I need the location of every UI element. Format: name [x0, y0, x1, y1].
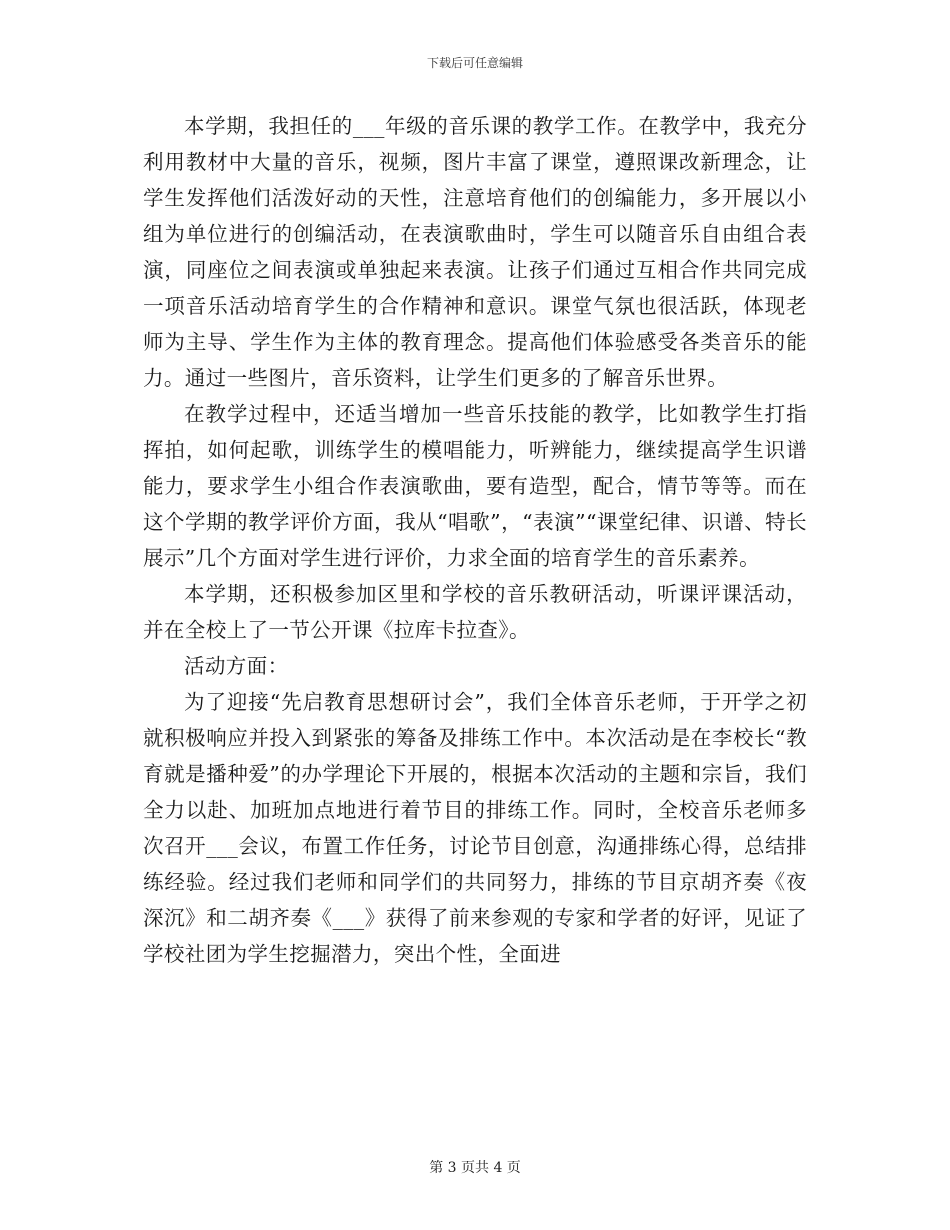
- paragraph-teaching-process: 在教学过程中，还适当增加一些音乐技能的教学，比如教学生打指挥拍，如何起歌，训练学生的模唱能力，听辨能力，继续提高学生识谱能力，要求学生小组合作表演歌曲，要有造型，配合，情节等等。而在这个学期的教学评价方面，我从“唱歌”，“表演”“课堂纪律、识谱、特长展示”几个方面对学生进行评价，力求全面的培育学生的音乐素养。: [143, 402, 807, 570]
- paragraph-teaching-research: 本学期，还积极参加区里和学校的音乐教研活动，听课评课活动，并在全校上了一节公开课《拉库卡拉查》。: [143, 582, 807, 642]
- paragraph-semester-teaching: 本学期，我担任的___年级的音乐课的教学工作。在教学中，我充分利用教材中大量的音乐，视频，图片丰富了课堂，遵照课改新理念，让学生发挥他们活泼好动的天性，注意培育他们的创编能力，多开展以小组为单位进行的创编活动，在表演歌曲时，学生可以随音乐自由组合表演，同座位之间表演或单独起来表演。让孩子们通过互相合作共同完成一项音乐活动培育学生的合作精神和意识。课堂气氛也很活跃，体现老师为主导、学生作为主体的教育理念。提高他们体验感受各类音乐的能力。通过一些图片，音乐资料，让学生们更多的了解音乐世界。: [143, 114, 807, 390]
- paragraph-activities-heading: 活动方面：: [184, 654, 289, 678]
- page-header: 下载后可任意编辑: [426, 56, 523, 70]
- page-footer: 第 3 页共 4 页: [429, 1160, 521, 1176]
- document-body: [143, 108, 807, 972]
- paragraph-activities-detail: 为了迎接“先启教育思想研讨会”，我们全体音乐老师，于开学之初就积极响应并投入到紧张的筹备及排练工作中。本次活动是在李校长“教育就是播种爱”的办学理论下开展的，根据本次活动的主题和宗旨，我们全力以赴、加班加点地进行着节目的排练工作。同时，全校音乐老师多次召开___会议，布置工作任务，讨论节目创意，沟通排练心得，总结排练经验。经过我们老师和同学们的共同努力，排练的节目京胡齐奏《夜深沉》和二胡齐奏《___》获得了前来参观的专家和学者的好评，见证了学校社团为学生挖掘潜力，突出个性，全面进: [143, 690, 807, 966]
